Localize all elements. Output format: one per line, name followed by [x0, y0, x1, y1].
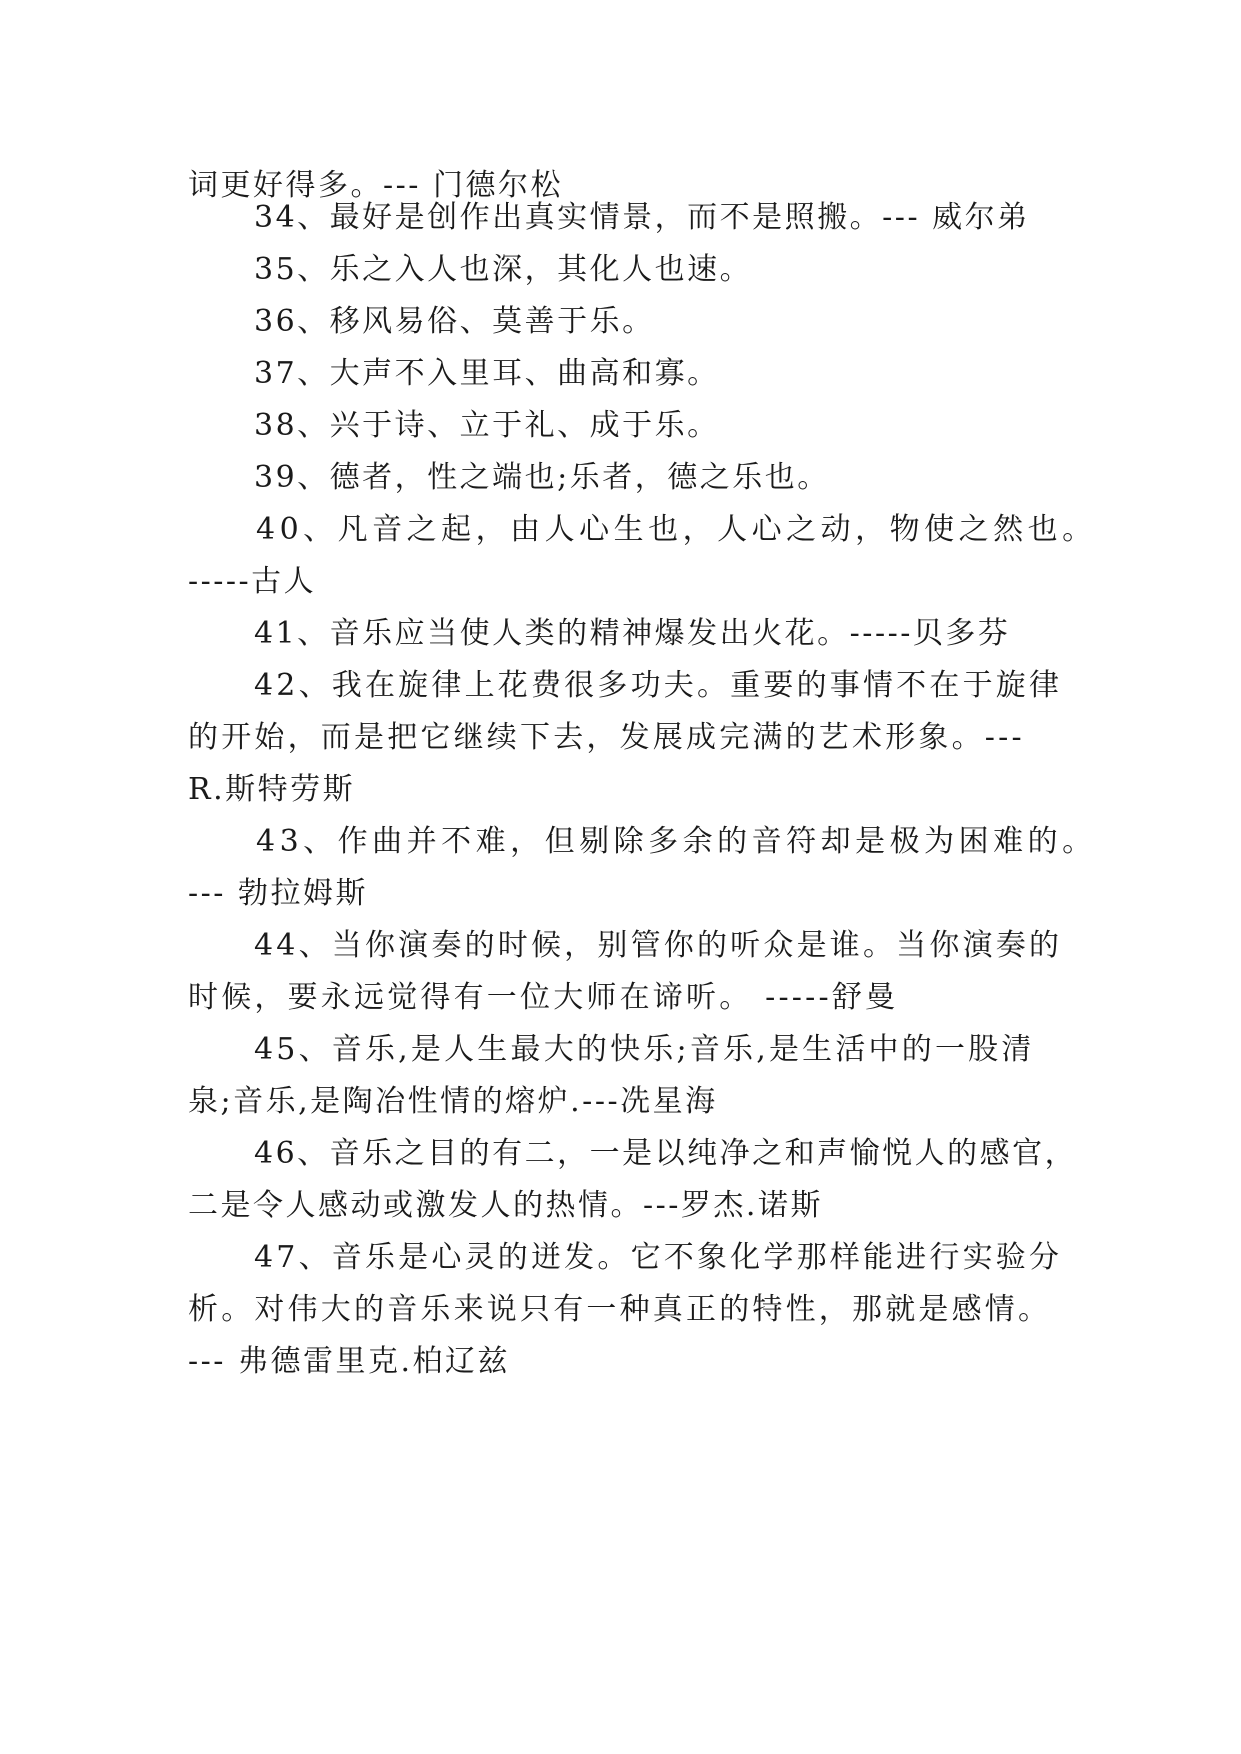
quote-38: 38、兴于诗、立于礼、成于乐。 [254, 408, 720, 443]
attribution-line: R.斯特劳斯 [188, 772, 356, 807]
attribution-line: --- 勃拉姆斯 [188, 876, 368, 911]
text-line: 时候，要永远觉得有一位大师在谛听。 -----舒曼 [188, 980, 899, 1015]
attribution-line: --- 弗德雷里克.柏辽兹 [188, 1344, 510, 1379]
text-line: 词更好得多。--- 门德尔松 [188, 168, 563, 203]
text-line: 泉;音乐,是陶冶性情的熔炉.---冼星海 [188, 1084, 718, 1119]
text-line: 的开始，而是把它继续下去，发展成完满的艺术形象。--- [188, 720, 1025, 755]
quote-47: 47、音乐是心灵的迸发。它不象化学那样能进行实验分 [254, 1240, 1063, 1275]
quote-36: 36、移风易俗、莫善于乐。 [254, 304, 655, 339]
quote-44: 44、当你演奏的时候，别管你的听众是谁。当你演奏的 [254, 928, 1063, 963]
quote-37: 37、大声不入里耳、曲高和寡。 [254, 356, 720, 391]
quote-42: 42、我在旋律上花费很多功夫。重要的事情不在于旋律 [254, 668, 1063, 703]
text-line: 二是令人感动或激发人的热情。---罗杰.诺斯 [188, 1188, 823, 1223]
quote-35: 35、乐之入人也深，其化人也速。 [254, 252, 753, 287]
quote-39: 39、德者，性之端也;乐者，德之乐也。 [254, 460, 830, 495]
quote-46: 46、音乐之目的有二，一是以纯净之和声愉悦人的感官， [254, 1136, 1078, 1171]
quote-43: 43、作曲并不难，但剔除多余的音符却是极为困难的。 [256, 824, 1097, 859]
quote-34: 34、最好是创作出真实情景，而不是照搬。--- 威尔弟 [254, 200, 1030, 235]
quote-40: 40、凡音之起，由人心生也，人心之动，物使之然也。 [256, 512, 1097, 547]
attribution-line: -----古人 [188, 564, 317, 599]
quote-45: 45、音乐,是人生最大的快乐;音乐,是生活中的一股清 [254, 1032, 1035, 1067]
text-line: 析。对伟大的音乐来说只有一种真正的特性，那就是感情。 [188, 1292, 1052, 1327]
quote-41: 41、音乐应当使人类的精神爆发出火花。-----贝多芬 [254, 616, 1011, 651]
